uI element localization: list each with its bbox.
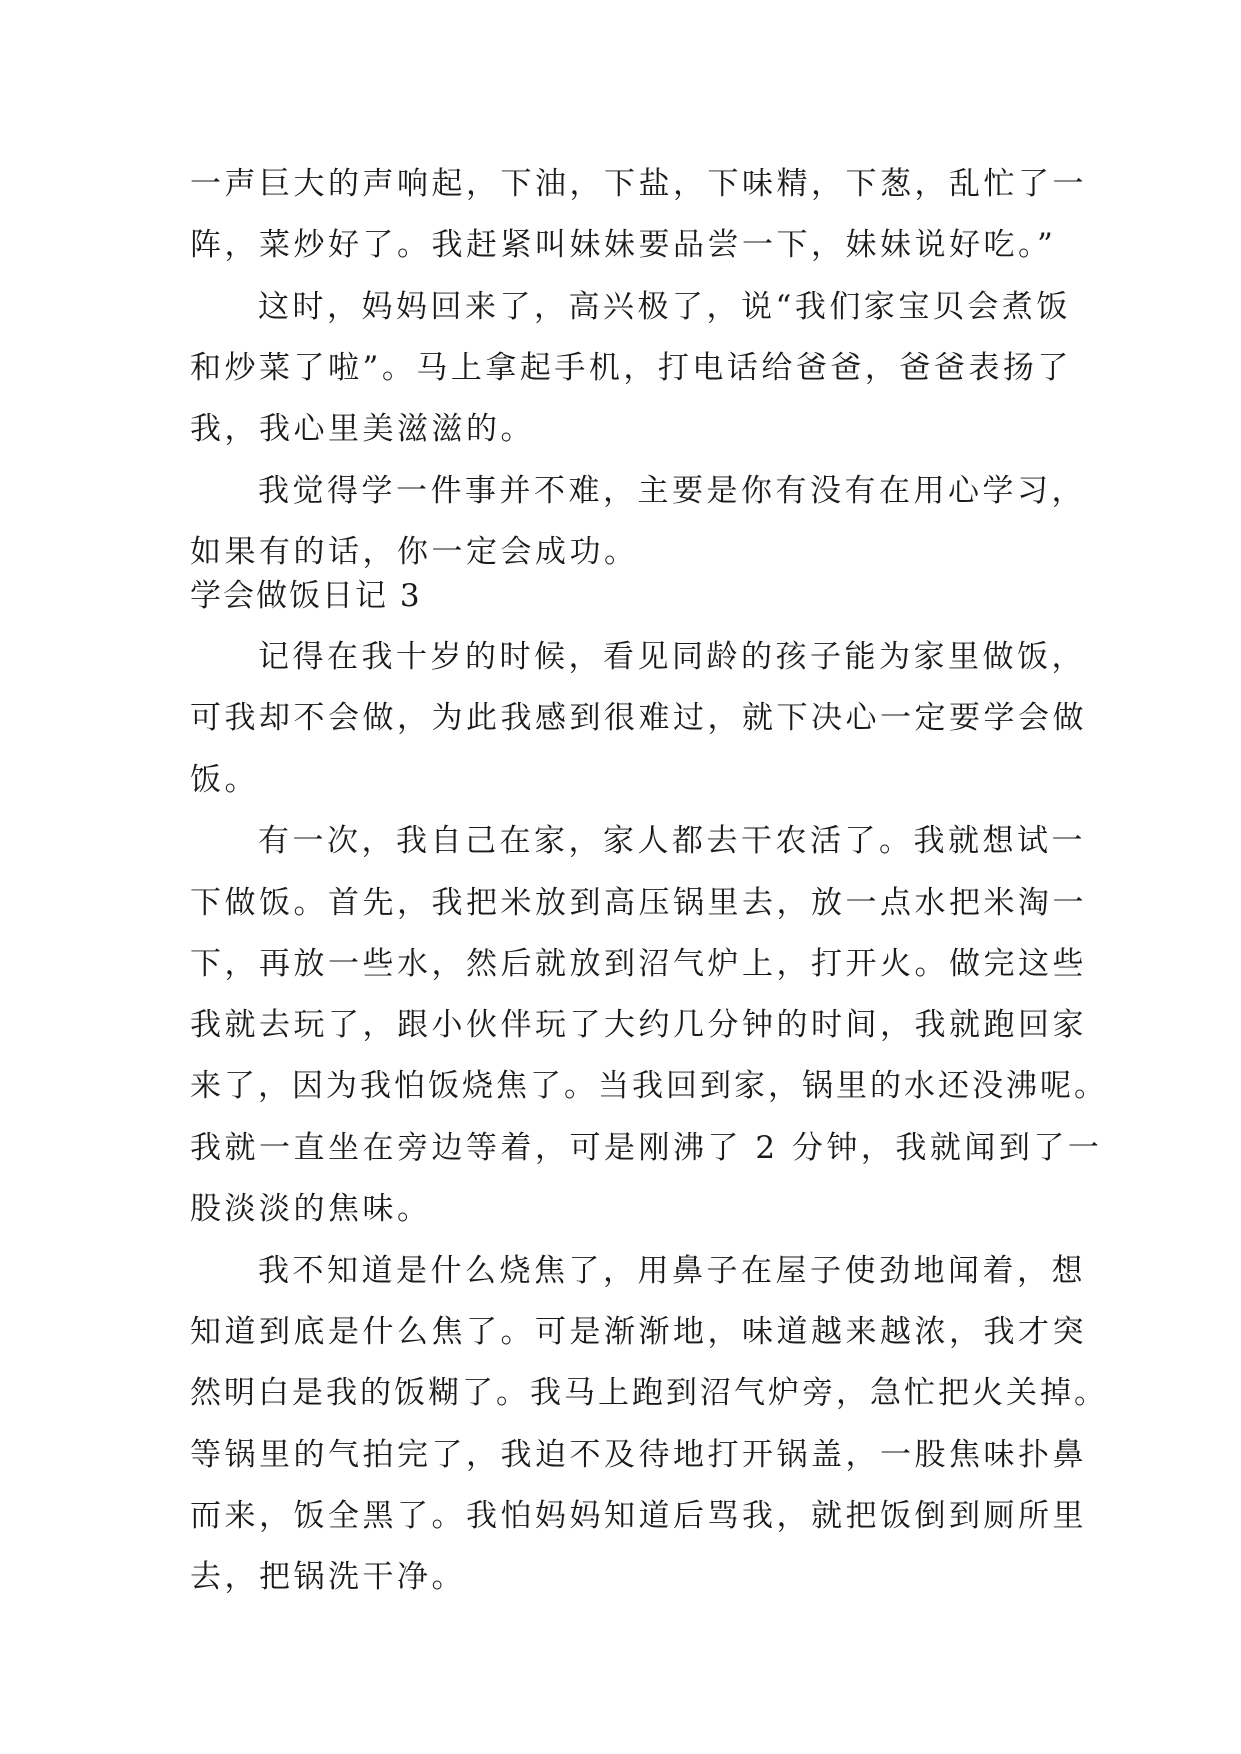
paragraph-start-line: 记得在我十岁的时候，看见同龄的孩子能为家里做饭， <box>258 639 1086 675</box>
text-line: 然明白是我的饭糊了。我马上跑到沼气炉旁，急忙把火关掉。 <box>190 1375 1108 1411</box>
text-line: 我就一直坐在旁边等着，可是刚沸了 2 分钟，我就闻到了一 <box>190 1130 1103 1166</box>
paragraph-start-line: 我觉得学一件事并不难，主要是你有没有在用心学习， <box>258 473 1086 509</box>
text-line: 来了，因为我怕饭烧焦了。当我回到家，锅里的水还没沸呢。 <box>190 1068 1108 1104</box>
text-line: 等锅里的气拍完了，我迫不及待地打开锅盖，一股焦味扑鼻 <box>190 1437 1087 1473</box>
text-line: 如果有的话，你一定会成功。 <box>190 534 639 570</box>
text-line: 我就去玩了，跟小伙伴玩了大约几分钟的时间，我就跑回家 <box>190 1007 1087 1043</box>
text-line: 而来，饭全黑了。我怕妈妈知道后骂我，就把饭倒到厕所里 <box>190 1498 1087 1534</box>
text-line: 下做饭。首先，我把米放到高压锅里去，放一点水把米淘一 <box>190 885 1087 921</box>
paragraph-start-line: 我不知道是什么烧焦了，用鼻子在屋子使劲地闻着，想 <box>258 1253 1086 1289</box>
section-heading: 学会做饭日记 3 <box>190 578 422 614</box>
text-line: 知道到底是什么焦了。可是渐渐地，味道越来越浓，我才突 <box>190 1314 1087 1350</box>
paragraph-start-line: 有一次，我自己在家，家人都去干农活了。我就想试一 <box>258 823 1086 859</box>
text-line: 下，再放一些水，然后就放到沼气炉上，打开火。做完这些 <box>190 946 1087 982</box>
text-line: 可我却不会做，为此我感到很难过，就下决心一定要学会做 <box>190 700 1087 736</box>
text-line: 我，我心里美滋滋的。 <box>190 411 535 447</box>
paragraph-start-line: 这时，妈妈回来了，高兴极了，说“我们家宝贝会煮饭 <box>258 289 1071 325</box>
text-line: 阵，菜炒好了。我赶紧叫妹妹要品尝一下，妹妹说好吃。” <box>190 227 1057 263</box>
text-line: 和炒菜了啦”。马上拿起手机，打电话给爸爸，爸爸表扬了 <box>190 350 1072 386</box>
text-line: 股淡淡的焦味。 <box>190 1191 432 1227</box>
text-line: 饭。 <box>190 762 259 798</box>
text-line: 一声巨大的声响起，下油，下盐，下味精，下葱，乱忙了一 <box>190 166 1087 202</box>
text-line: 去，把锅洗干净。 <box>190 1559 466 1595</box>
